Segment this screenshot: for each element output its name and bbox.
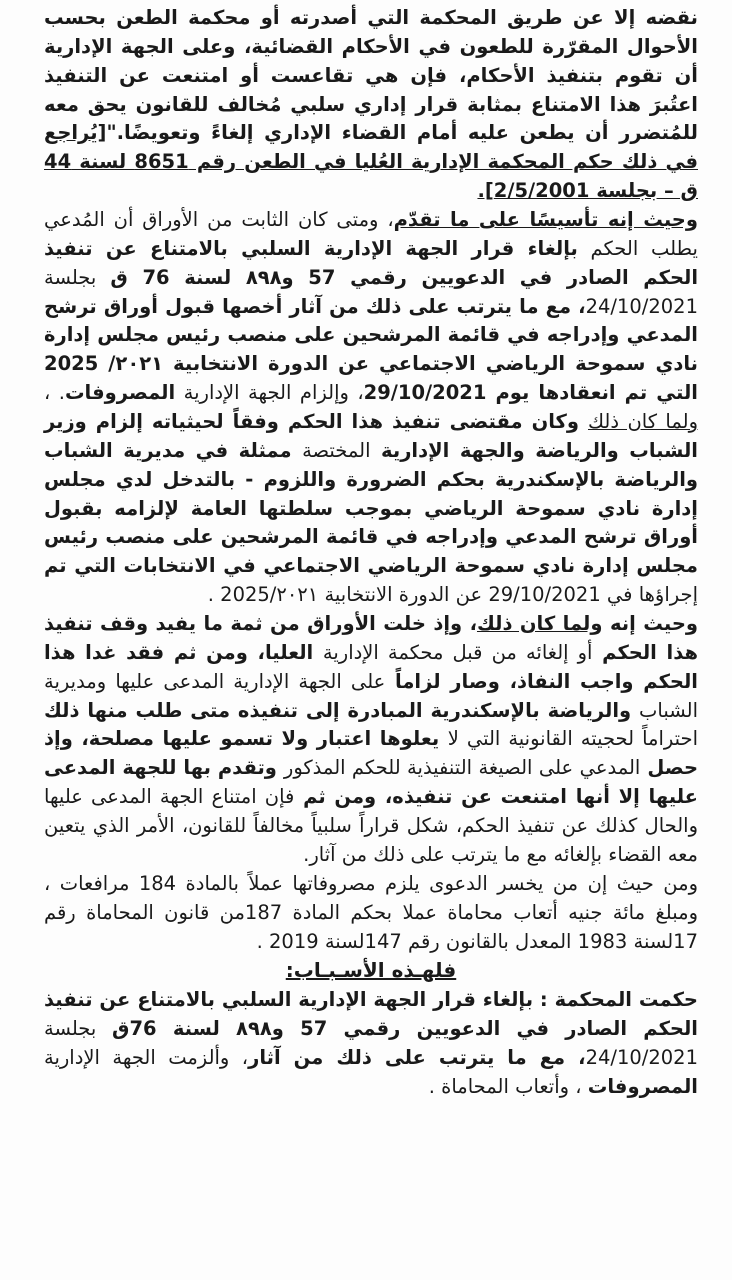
costs-word: المصروفات (64, 381, 176, 405)
paragraph-request (44, 206, 698, 610)
verdict-fees: ، وأتعاب المحاماة . (428, 1074, 588, 1098)
refusal-statement: وتقدم بها للجهة المدعى عليها إلا أنها امتنعت عن تنفيذه، ومن ثم (44, 756, 698, 809)
costs-intro: ، وإلزام الجهة الإدارية (175, 381, 364, 405)
enforceable-statement: العليا، ومن ثم فقد غدا هذا الحكم واجب النفاذ، وصار لزاماً (44, 640, 698, 693)
verdict-session-date: بجلسة 24/10/2021 (44, 1016, 698, 1069)
opening-phrase-2: وحيث إنه (602, 612, 698, 636)
principle-text: نقضه إلا عن طريق المحكمة التي أصدرته أو محكمة الطعن بحسب الأحوال المقرّرة للطعون في الأحكام القضائية، وعلى الجهة الإدارية أن تقوم بتنفيذ الأحكام، فإن هي تقاعست أو امتنعت عن التنفيذ اعتُبرَ هذا الامتناع بمثابة قرار إداري سلبي مُخالف للقانون يحق معه للمُتضرر أن يطعن عليه أمام القضاء الإداري إلغاءً وتعويضًا." (44, 6, 698, 145)
session-date: بجلسة 24/10/2021 (44, 265, 698, 318)
reasons-heading: فلهـذه الأسـبـاب: (285, 958, 457, 983)
executive-formula: المدعي على الصيغة التنفيذية للحكم المذكور (283, 756, 641, 780)
negative-decision: فإن امتناع الجهة المدعى عليها والحال كذلك عن تنفيذ الحكم، شكل قراراً سلبياً مخالفاً للقانون، الأمر الذي يتعين معه القضاء بإلغائه مع ما يترتب على ذلك من آثار. (44, 785, 698, 866)
no-suspension: ، وإذ خلت الأوراق من ثمة ما يفيد وقف تنفيذ هذا الحكم (44, 612, 698, 664)
paragraph-enforcement (44, 610, 698, 870)
request-intro: ، ومتى كان الثابت من الأوراق أن المُدعي يطلب الحكم (44, 208, 698, 260)
verdict-costs: المصروفات (587, 1074, 698, 1098)
election-date: إجراؤها في 29/10/2021 عن الدورة الانتخابية 2025/٢٠٢١ . (207, 583, 698, 607)
separator: . ، (44, 381, 65, 405)
opening-phrase: وحيث إنه تأسيسًا على ما تقدّم (393, 208, 698, 232)
paragraph-verdict (44, 986, 698, 1101)
verdict-obligation: ، وألزمت الجهة الإدارية (44, 1045, 249, 1069)
authority-note: احتراماً لحجيته القانونية التي لا (447, 727, 698, 751)
competent-word: المختصة (302, 438, 371, 462)
request-subject: بإلغاء قرار الجهة الإدارية السلبي بالامتناع عن تنفيذ الحكم الصادر في الدعويين رقمي 57 و٨٩٨ لسنة 76 ق (44, 236, 698, 289)
ruling-requirement: وكان مقتضى تنفيذ هذا الحكم وفقاً لحيثياته إلزام وزير الشباب والرياضة والجهة الإدارية (44, 410, 698, 462)
interest-clause: يعلوها اعتبار ولا تسمو عليها مصلحة، وإذ حصل (44, 727, 698, 780)
verdict-effects: ، مع ما يترتب على ذلك من آثار (248, 1045, 586, 1069)
duty-to-execute: والرياضة بالإسكندرية المبادرة إلى تنفيذه متى طلب منها ذلك (44, 698, 640, 722)
paragraph-legal-principle (44, 4, 698, 206)
transition-phrase: ولما كان ذلك (588, 410, 698, 434)
citation-reference: [يُراجع في ذلك حكم المحكمة الإدارية العُليا في الطعن رقم 8651 لسنة 44 ق – بجلسة 2/5/2001]. (44, 121, 698, 203)
transition-phrase-2: ولما كان ذلك (476, 612, 603, 636)
directorate-duty: ممثلة في مديرية الشباب والرياضة بالإسكندرية بحكم الضرورة واللزوم - بالتدخل لدي مجلس إدارة نادي سموحة الرياضي بموجب سلطتها العامة لإلزامه بقبول أوراق ترشح المدعي وإدراجه في قائمة المرشحين على منصب رئيس مجلس إدارة نادي سموحة الرياضي الاجتماعي في الانتخابات التي تم (44, 438, 698, 578)
request-effects: ، مع ما يترتب على ذلك من آثار أخصها قبول أوراق ترشح المدعي وإدراجه في قائمة المرشحين على منصب رئيس مجلس إدارة نادي سموحة الرياضي الاجتماعي عن الدورة الانتخابية ٢٠٢١/ 2025 التي تم انعقادها يوم 29/10/2021 (44, 294, 698, 405)
respondent-mention: على الجهة الإدارية المدعى عليها ومديرية الشباب (44, 669, 698, 722)
paragraph-costs: ومن حيث إن من يخسر الدعوى يلزم مصروفاتها عملاً بالمادة 184 مرافعات ، ومبلغ مائة جنيه أتعاب محاماة عملا بحكم المادة 187من قانون المحاماة رقم 17لسنة 1983 المعدل بالقانون رقم 147لسنة 2019 . (44, 871, 699, 953)
verdict-text: حكمت المحكمة : بإلغاء قرار الجهة الإدارية السلبي بالامتناع عن تنفيذ الحكم الصادر في الدعويين رقمي 57 و٨٩٨ لسنة 76ق (44, 987, 698, 1040)
cancellation-note: أو إلغائه من قبل محكمة الإدارية (322, 640, 593, 664)
